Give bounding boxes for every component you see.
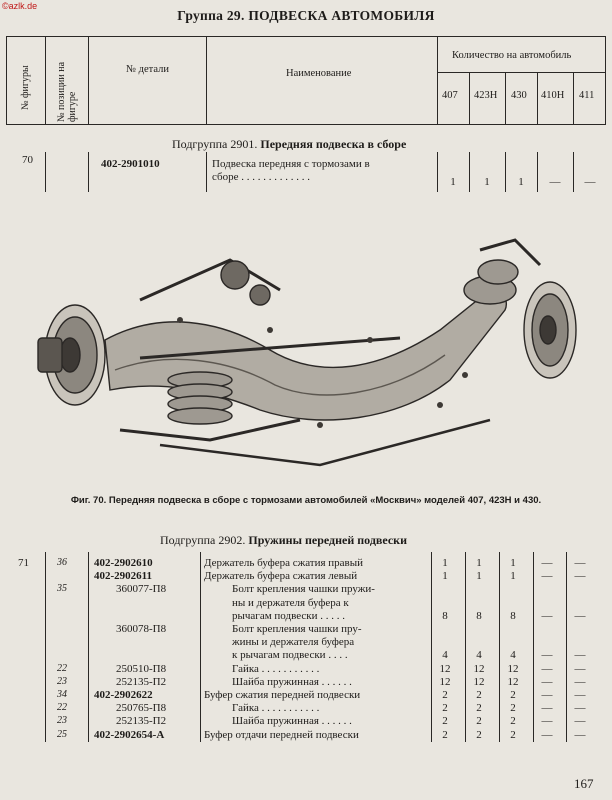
- subgroup-2901-heading: [172, 137, 406, 152]
- row-name: Гайка . . . . . . . . . . .: [232, 702, 320, 715]
- row-part-number: 250765-П8: [116, 702, 167, 715]
- row-qty-410Н: —: [541, 662, 553, 675]
- row-position: 22: [57, 702, 67, 714]
- row-name: Держатель буфера сжатия правый: [204, 557, 364, 569]
- subgroup-2902-heading: [160, 533, 407, 548]
- row-part-number: 250510-П8: [116, 662, 167, 675]
- fig-70-label: 70: [22, 154, 33, 166]
- row-name: Держатель буфера сжатия левый: [204, 570, 358, 583]
- qty-410n: —: [549, 176, 561, 188]
- header-name: Наименование: [286, 68, 352, 79]
- row-position: 23: [57, 675, 67, 687]
- header-model-410n: 410Н: [541, 90, 565, 101]
- row-qty-410Н: —: [541, 689, 553, 701]
- row-qty-410Н: —: [541, 557, 553, 569]
- row-qty-410Н: —: [541, 702, 553, 715]
- row-part-number: 402-2902611: [94, 570, 153, 583]
- row-part-number: 402-2902622: [94, 689, 153, 701]
- row-name: Шайба пружинная . . . . . .: [232, 675, 352, 688]
- row-name: Болт крепления чашки пру-: [232, 623, 362, 635]
- row-qty-423Н: 8: [476, 609, 482, 622]
- row-position: 23: [57, 715, 67, 727]
- row-qty-407: 2: [442, 728, 448, 741]
- figure-caption: Фиг. 70. Передняя подвеска в сборе с тормозами автомобилей «Москвич» моделей 407, 423Н и 430.: [70, 495, 542, 506]
- row-qty-411: —: [574, 609, 586, 622]
- row-name: Гайка . . . . . . . . . . .: [232, 662, 320, 675]
- row-qty-430: 2: [510, 689, 516, 701]
- row-position: 25: [57, 728, 67, 740]
- row-position: 22: [57, 662, 67, 674]
- page-number: 167: [574, 776, 594, 791]
- row-qty-410Н: —: [541, 649, 553, 662]
- qty-407: 1: [450, 176, 456, 188]
- row-qty-423Н: 2: [476, 728, 482, 741]
- part-2901010: 402-2901010: [101, 158, 160, 170]
- row-qty-407: 12: [439, 662, 451, 675]
- header-fig-no: № фигуры: [20, 65, 31, 110]
- row-name: Болт крепления чашки пружи-: [232, 583, 375, 596]
- row-qty-411: —: [574, 689, 586, 701]
- row-name: к рычагам подвески . . . .: [232, 649, 348, 662]
- row-qty-410Н: —: [541, 675, 553, 688]
- name-2901010-line1: Подвеска передняя с тормозами в: [212, 158, 370, 170]
- row-name: ны и держателя буфера к: [232, 596, 349, 609]
- row-qty-410Н: —: [541, 570, 553, 583]
- row-qty-411: —: [574, 715, 586, 728]
- row-name: рычагам подвески . . . . .: [232, 609, 345, 622]
- row-qty-407: 2: [442, 689, 448, 701]
- row-qty-411: —: [574, 728, 586, 741]
- row-qty-430: 12: [507, 662, 519, 675]
- row-position: 36: [57, 557, 67, 568]
- subgroup-2901-prefix: Подгруппа 2901.: [172, 137, 258, 151]
- row-qty-407: 1: [442, 557, 448, 569]
- row-qty-423Н: 4: [476, 649, 482, 662]
- row-qty-411: —: [574, 702, 586, 715]
- row-qty-423Н: 2: [476, 689, 482, 701]
- row-qty-430: 12: [507, 675, 519, 688]
- row-qty-407: 12: [439, 675, 451, 688]
- qty-423n: 1: [484, 176, 490, 188]
- subgroup-2902-prefix: Подгруппа 2902.: [160, 533, 246, 547]
- row-qty-423Н: 1: [476, 557, 482, 569]
- row-qty-423Н: 2: [476, 715, 482, 728]
- row-qty-423Н: 12: [473, 662, 485, 675]
- row-name: Шайба пружинная . . . . . .: [232, 715, 352, 728]
- qty-430: 1: [518, 176, 524, 188]
- row-part-number: 252135-П2: [116, 675, 167, 688]
- row-qty-423Н: 1: [476, 570, 482, 583]
- row-qty-430: 8: [510, 609, 516, 622]
- row-qty-410Н: —: [541, 728, 553, 741]
- row-qty-423Н: 12: [473, 675, 485, 688]
- subgroup-2902-title: Пружины передней подвески: [248, 533, 408, 547]
- row-qty-407: 2: [442, 702, 448, 715]
- subgroup-2901-title: Передняя подвеска в сборе: [260, 137, 407, 151]
- row-part-number: 360078-П8: [116, 623, 167, 635]
- row-qty-411: —: [574, 649, 586, 662]
- row-part-number: 360077-П8: [116, 583, 167, 596]
- row-qty-410Н: —: [541, 715, 553, 728]
- header-model-423n: 423Н: [474, 90, 498, 101]
- row-part-number: 402-2902610: [94, 557, 153, 569]
- row-qty-430: 2: [510, 728, 516, 741]
- header-pos-no: № позиции на фигуре: [56, 61, 78, 122]
- row-qty-407: 4: [442, 649, 448, 662]
- row-name: Буфер отдачи передней подвески: [204, 728, 359, 741]
- row-qty-407: 2: [442, 715, 448, 728]
- row-part-number: 252135-П2: [116, 715, 167, 728]
- row-qty-410Н: —: [541, 609, 553, 622]
- row-qty-430: 2: [510, 702, 516, 715]
- row-position: 35: [57, 583, 67, 595]
- fig-71-label: 71: [18, 557, 29, 569]
- row-qty-411: —: [574, 662, 586, 675]
- row-qty-430: 2: [510, 715, 516, 728]
- front-suspension-illustration: [20, 230, 595, 485]
- row-qty-430: 4: [510, 649, 516, 662]
- row-name: жины и держателя буфера: [232, 636, 355, 649]
- row-qty-430: 1: [510, 570, 516, 583]
- header-qty: Количество на автомобиль: [452, 50, 572, 61]
- row-qty-423Н: 2: [476, 702, 482, 715]
- row-name: Буфер сжатия передней подвески: [204, 689, 361, 701]
- header-model-430: 430: [511, 90, 527, 101]
- header-part-no: № детали: [126, 64, 169, 75]
- row-qty-407: 1: [442, 570, 448, 583]
- qty-411: —: [584, 176, 596, 188]
- row-qty-407: 8: [442, 609, 448, 622]
- row-qty-411: —: [574, 675, 586, 688]
- row-qty-430: 1: [510, 557, 516, 569]
- row-qty-411: —: [574, 570, 586, 583]
- header-model-411: 411: [579, 90, 595, 101]
- page-title: Группа 29. ПОДВЕСКА АВТОМОБИЛЯ: [177, 8, 435, 23]
- name-2901010-line2: сборе . . . . . . . . . . . . .: [212, 171, 310, 183]
- row-position: 34: [57, 689, 67, 700]
- row-part-number: 402-2902654-А: [94, 728, 165, 741]
- watermark: ©azlk.de: [2, 1, 38, 11]
- row-qty-411: —: [574, 557, 586, 569]
- header-model-407: 407: [442, 90, 458, 101]
